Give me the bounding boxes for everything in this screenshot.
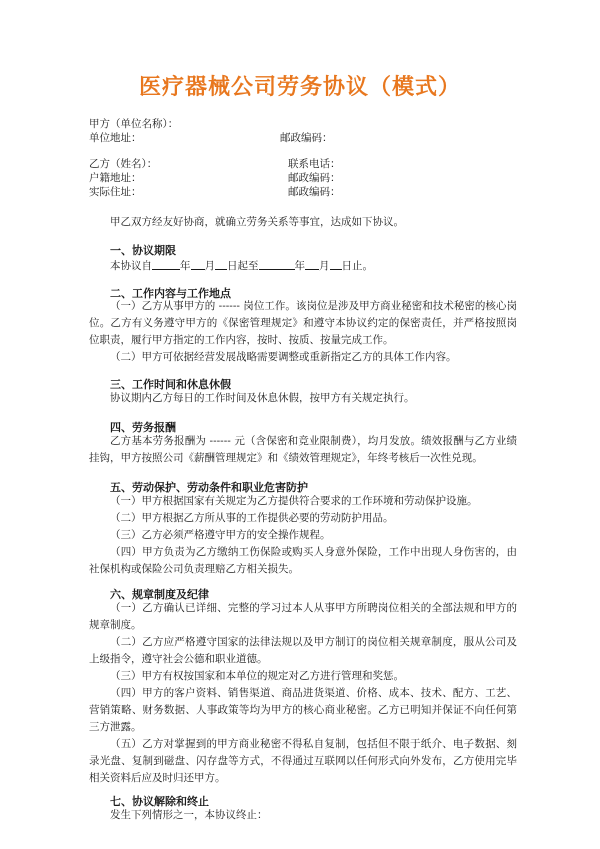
term-year-2-text: 年 (294, 260, 305, 272)
term-to-text: 日起至 (227, 260, 259, 272)
section-2-heading: 二、工作内容与工作地点 (110, 287, 231, 300)
section-3-heading: 三、工作时间和休息休假 (110, 378, 231, 391)
term-start-month-blank (191, 258, 205, 270)
section-5-paragraph-4: （四）甲方负责为乙方缴纳工伤保险或购买人身意外保险，工作中出现人身伤害的，由社保机构或保险公司负责理赔乙方相关损失。 (89, 546, 517, 575)
section-3-paragraph-1: 协议期内乙方每日的工作时间及休息休假，按甲方有关规定执行。 (110, 392, 415, 404)
section-2-paragraph-1: （一）乙方从事甲方的 ------ 岗位工作。该岗位是涉及甲方商业秘密和技术秘密的核心岗位。乙方有义务遵守甲方的《保密管理规定》和遵守本协议约定的保密责任，并严格按照岗位职责，履行甲方指定的工作内容，按时、按质、按量完成工作。 (89, 300, 517, 346)
term-end-month-blank (305, 258, 319, 270)
party-b-residence-postcode-label: 邮政编码： (288, 186, 341, 198)
term-end-day-blank (330, 258, 342, 270)
term-line (110, 258, 373, 273)
party-a-address-label: 单位地址： (89, 132, 142, 144)
party-b-household-label: 户籍地址： (89, 172, 142, 184)
party-b-residence-label: 实际住址： (89, 186, 142, 198)
term-end-text: 日止。 (341, 260, 373, 272)
section-1-heading: 一、协议期限 (110, 244, 176, 257)
section-7-heading: 七、协议解除和终止 (110, 795, 209, 808)
section-6-paragraph-5: （五）乙方对掌握到的甲方商业秘密不得私自复制，包括但不限于纸介、电子数据、刻录光盘、复制到磁盘、闪存盘等方式，不得通过互联网以任何形式向外发布，乙方使用完毕相关资料后应及时归还甲方。 (89, 738, 517, 784)
intro-text: 甲乙双方经友好协商，就确立劳务关系等事宜，达成如下协议。 (110, 216, 404, 228)
party-b-phone-label: 联系电话： (288, 158, 341, 170)
term-month-text: 月 (204, 260, 215, 272)
section-6-paragraph-3: （三）甲方有权按国家和本单位的规定对乙方进行管理和奖惩。 (110, 670, 404, 682)
term-from-text: 本协议自 (110, 260, 152, 272)
section-2-paragraph-2: （二）甲方可依据经营发展战略需要调整或重新指定乙方的具体工作内容。 (110, 351, 457, 363)
term-month-2-text: 月 (319, 260, 330, 272)
section-6-paragraph-4: （四）甲方的客户资料、销售渠道、商品进货渠道、价格、成本、技术、配方、工艺、营销策略、财务数据、人事政策等均为甲方的核心商业秘密。乙方已明知并保证不向任何第三方泄露。 (89, 687, 517, 733)
section-6-paragraph-1: （一）乙方确认已详细、完整的学习过本人从事甲方所聘岗位相关的全部法规和甲方的规章制度。 (89, 602, 517, 631)
section-7-paragraph-1: 发生下列情形之一，本协议终止： (110, 809, 268, 821)
party-a-postcode-label: 邮政编码： (280, 132, 333, 144)
section-5-paragraph-2: （二）甲方根据乙方所从事的工作提供必要的劳动防护用品。 (110, 512, 394, 524)
document-title: 医疗器械公司劳务协议（模式） (138, 75, 461, 100)
party-b-household-postcode-label: 邮政编码： (288, 172, 341, 184)
term-year-text: 年 (180, 260, 191, 272)
section-4-paragraph-1: 乙方基本劳务报酬为 ------ 元（含保密和竞业限制费），均月发放。绩效报酬与乙方业绩挂钩，甲方按照公司《薪酬管理规定》和《绩效管理规定》，年终考核后一次性兑现。 (89, 435, 517, 464)
section-6-paragraph-2: （二）乙方应严格遵守国家的法律法规以及甲方制订的岗位相关规章制度，服从公司及上级指令，遵守社会公德和职业道德。 (89, 636, 517, 665)
term-start-day-blank (215, 258, 227, 270)
section-5-heading: 五、劳动保护、劳动条件和职业危害防护 (110, 481, 308, 494)
section-4-heading: 四、劳务报酬 (110, 421, 176, 434)
section-5-paragraph-1: （一）甲方根据国家有关规定为乙方提供符合要求的工作环境和劳动保护设施。 (110, 495, 478, 507)
section-6-heading: 六、规章制度及纪律 (110, 588, 209, 601)
section-5-paragraph-3: （三）乙方必须严格遵守甲方的安全操作规程。 (110, 529, 331, 541)
party-b-name-label: 乙方（姓名）： (89, 158, 158, 170)
term-start-year-blank (152, 258, 180, 270)
term-end-year-blank (259, 258, 295, 270)
party-a-name-label: 甲方（单位名称）： (89, 118, 179, 130)
